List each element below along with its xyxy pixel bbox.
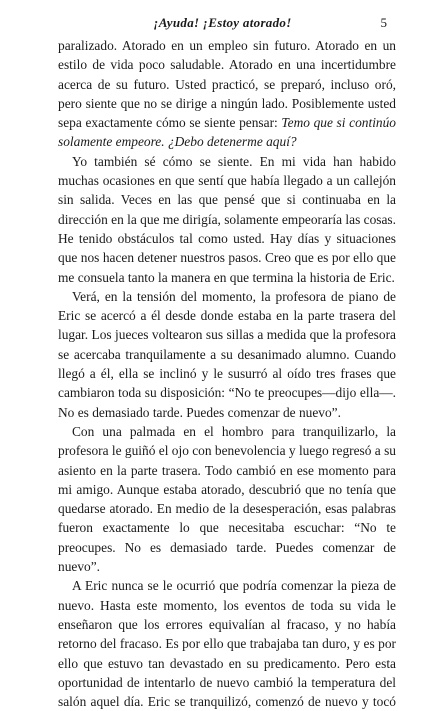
paragraph: Con una palmada en el hombro para tranquilizarlo, la profesora le guiñó el ojo con benevolencia y luego regresó a su asiento en la parte trasera. Todo cambió en ese momento para mi amigo. Aunque estaba atorado, descubrió que no tenía que quedarse atorado. En medio de la desesperación, esas palabras fueron exactamente lo que necesitaba escuchar: “No te preocupes. No es demasiado tarde. Puedes comenzar de nuevo”.: [58, 423, 396, 575]
paragraph-text: paralizado. Atorado en un empleo sin futuro. Atorado en un estilo de vida poco saludable. Atorado en una incertidumbre acerca de su futuro. Usted practicó, se preparó, incluso oró, pero siente que no se dirige a ningún lado. Posiblemente usted sepa exactamente cómo se siente pensar:: [58, 38, 396, 131]
paragraph: Verá, en la tensión del momento, la profesora de piano de Eric se acercó a él desde donde estaba en la parte trasera del lugar. Los jueces voltearon sus sillas a medida que la profesora se acercaba tranquilamente a su desanimado alumno. Cuando llegó a él, ella se inclinó y le susurró al oído tres frases que cambiaron toda su disposición: “No te preocupes—dijo ella—. No es demasiado tarde. Puedes comenzar de nuevo”.: [58, 288, 396, 420]
running-title: ¡Ayuda! ¡Estoy atorado!: [153, 15, 292, 30]
page-number: 5: [380, 15, 387, 30]
paragraph: Yo también sé cómo se siente. En mi vida han habido muchas ocasiones en que sentí que había llegado a un callejón sin salida. Veces en las que pensé que si continuaba en la dirección en la que me dirigía, solamente empeoraría las cosas. He tenido obstáculos tal como usted. Hay días y situaciones que nos hacen detener nuestros pasos. Creo que es por ello que me consuela tanto la manera en que termina la historia de Eric.: [58, 153, 396, 285]
running-header: [58, 14, 387, 32]
body-text: [58, 36, 396, 711]
paragraph-italic-text: Temo que si continúo solamente empeore. ¿Debo detenerme aquí?: [58, 115, 397, 150]
paragraph: A Eric nunca se le ocurrió que podría comenzar la pieza de nuevo. Hasta este momento, los eventos de toda su vida le enseñaron que los errores equivalían al fracaso, y no había retorno del fracaso. Es por ello que trabajaba tan duro, y es por ello que estuvo tan devastado en su predicamento. Pero esta oportunidad de intentarlo de nuevo cambió la temperatura del salón aquel día. Eric se tranquilizó, comenzó de nuevo y tocó: [58, 578, 396, 710]
paragraph: [58, 36, 396, 152]
